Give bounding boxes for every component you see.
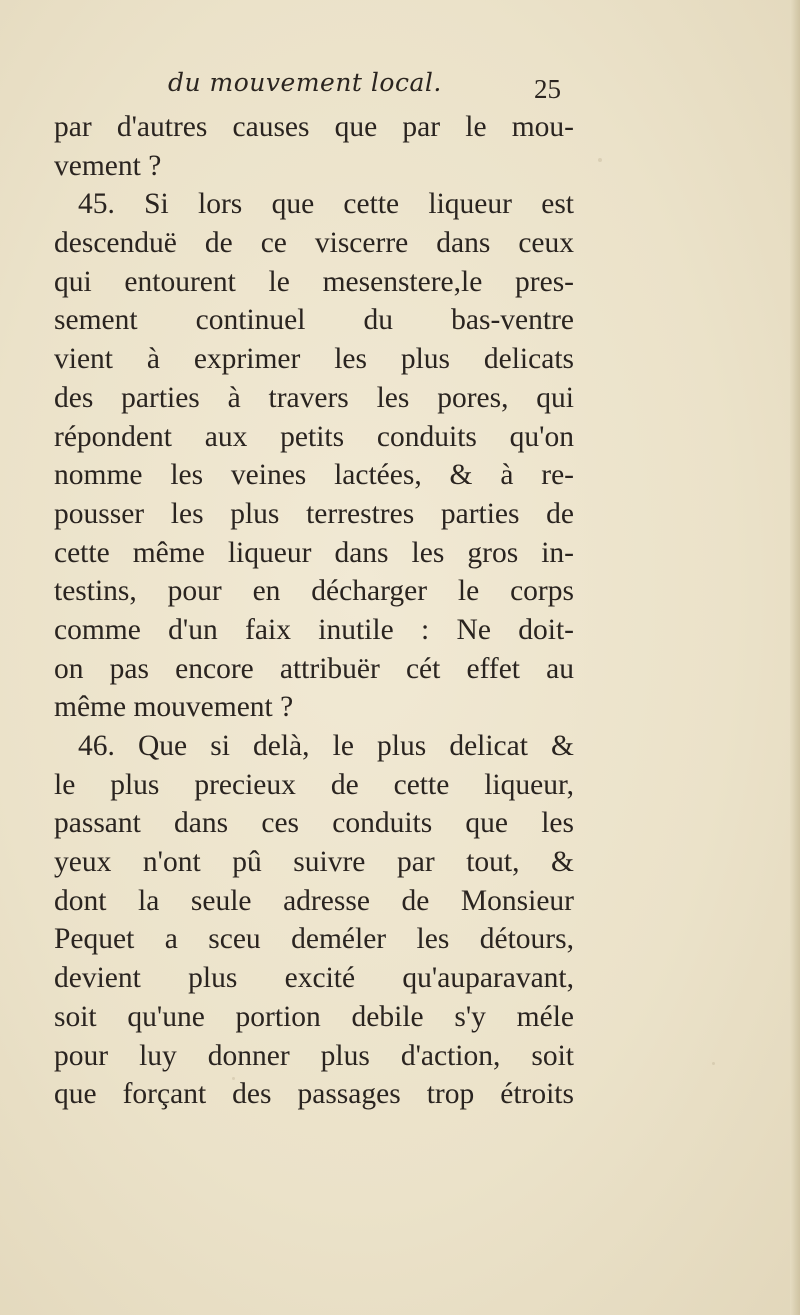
text-line: répondent aux petits conduits qu'on bbox=[54, 420, 574, 453]
text-line: cette même liqueur dans les gros in- bbox=[54, 536, 574, 569]
text-line: comme d'un faix inutile : Ne doit- bbox=[54, 613, 574, 646]
text-line: on pas encore attribuër cét effet au bbox=[54, 652, 574, 685]
text-line: que forçant des passages trop étroits bbox=[54, 1078, 574, 1111]
text-line: Pequet a sceu deméler les détours, bbox=[54, 923, 574, 956]
text-line: nomme les veines lactées, & à re- bbox=[54, 459, 574, 492]
page-edge bbox=[790, 0, 800, 1315]
text-line: même mouvement ? bbox=[54, 691, 294, 724]
text-line: qui entourent le mesenstere,le pres- bbox=[54, 265, 574, 298]
text-line: des parties à travers les pores, qui bbox=[54, 381, 574, 414]
paragraph-45-start: 45. Si lors que cette liqueur est bbox=[78, 188, 574, 221]
text-line: sement continuel du bas-ventre bbox=[54, 304, 574, 337]
text-line: testins, pour en décharger le corps bbox=[54, 575, 574, 608]
text-line: yeux n'ont pû suivre par tout, & bbox=[54, 846, 574, 879]
text-line: par d'autres causes que par le mou- bbox=[54, 111, 574, 143]
paper-speck bbox=[598, 158, 602, 162]
text-line: pousser les plus terrestres parties de bbox=[54, 497, 574, 530]
text-line: descenduë de ce viscerre dans ceux bbox=[54, 227, 574, 260]
text-line: le plus precieux de cette liqueur, bbox=[54, 768, 574, 801]
paragraph-46-start: 46. Que si delà, le plus delicat & bbox=[78, 730, 574, 762]
page-number: 25 bbox=[534, 74, 561, 104]
text-line: devient plus excité qu'auparavant, bbox=[54, 962, 574, 995]
text-line: dont la seule adresse de Monsieur bbox=[54, 884, 574, 917]
body-text bbox=[54, 108, 574, 1114]
text-line: vient à exprimer les plus delicats bbox=[54, 343, 574, 376]
text-line: pour luy donner plus d'action, soit bbox=[54, 1039, 574, 1072]
text-line: passant dans ces conduits que les bbox=[54, 807, 574, 840]
text-line: soit qu'une portion debile s'y méle bbox=[54, 1000, 574, 1033]
paper-speck bbox=[232, 1077, 235, 1080]
paper-speck bbox=[712, 1062, 715, 1065]
page-header bbox=[0, 68, 800, 108]
running-head: du mouvement local. bbox=[168, 68, 442, 97]
text-line: vement ? bbox=[54, 149, 162, 182]
